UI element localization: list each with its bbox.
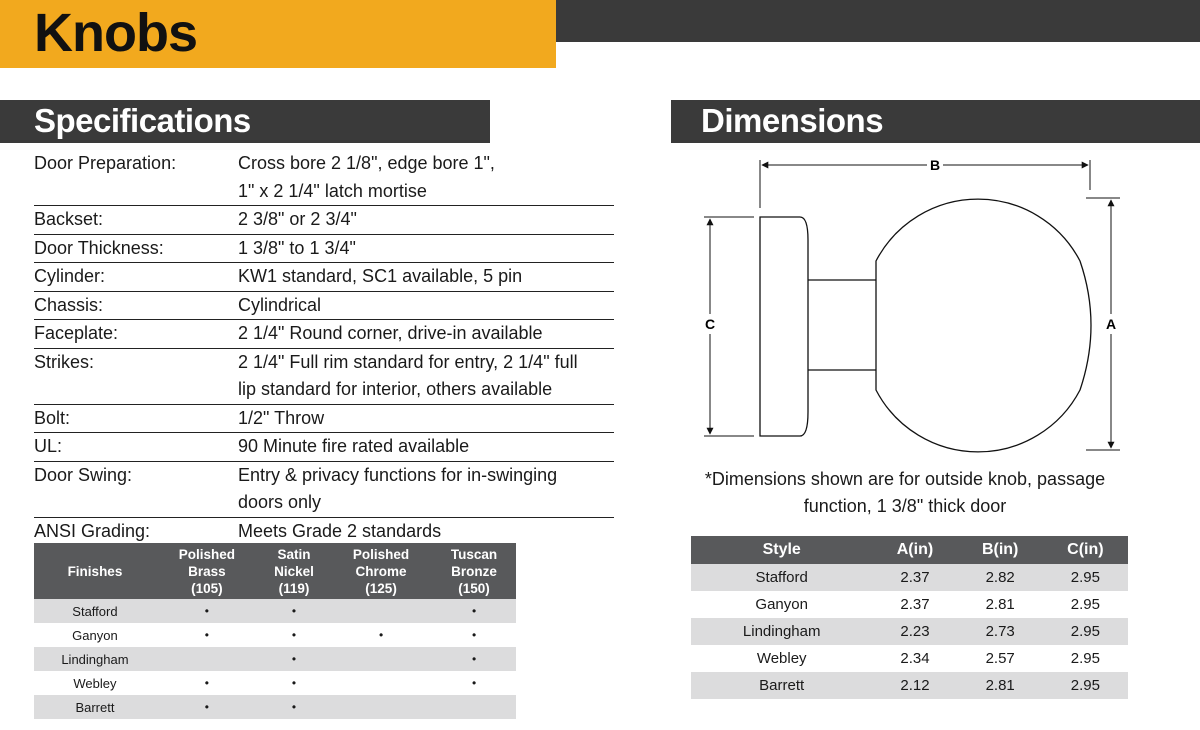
finish-column-header-line: (150) bbox=[458, 580, 490, 596]
spec-label: Door Swing: bbox=[34, 464, 133, 485]
finish-availability-dot: • bbox=[432, 599, 516, 623]
dimension-value: 2.95 bbox=[1043, 564, 1128, 591]
finish-availability-dot bbox=[432, 695, 516, 719]
dimension-value: 2.73 bbox=[958, 618, 1043, 645]
spec-row bbox=[34, 235, 614, 264]
table-row bbox=[34, 671, 516, 695]
top-accent-bar bbox=[556, 0, 1200, 42]
dimensions-note-line: function, 1 3/8" thick door bbox=[803, 496, 1007, 516]
spec-row bbox=[34, 349, 614, 405]
finish-availability-dot: • bbox=[204, 628, 209, 642]
spec-value bbox=[238, 320, 614, 348]
dimensions-column-header: A(in) bbox=[872, 536, 957, 564]
dimension-value: 2.81 bbox=[958, 672, 1043, 699]
finish-column-header-line: Nickel bbox=[274, 563, 314, 579]
finish-column-header-line: Polished bbox=[352, 546, 410, 562]
dimension-style-name: Webley bbox=[756, 650, 807, 667]
dimension-value: 2.23 bbox=[872, 618, 957, 645]
dimension-a-label: A bbox=[1105, 316, 1117, 332]
spec-value bbox=[238, 433, 614, 461]
finish-availability-dot: • bbox=[291, 676, 297, 690]
dimension-value: 2.57 bbox=[985, 650, 1015, 667]
finish-availability-dot: • bbox=[471, 676, 477, 690]
finishes-corner-header: Finishes bbox=[34, 543, 156, 599]
spec-label: Door Preparation: bbox=[34, 153, 177, 173]
finish-column-header bbox=[432, 543, 516, 599]
dimension-value: 2.95 bbox=[1070, 650, 1100, 667]
spec-value-line: Cylindrical bbox=[238, 294, 322, 315]
dimension-value: 2.37 bbox=[872, 564, 957, 591]
spec-row bbox=[34, 150, 614, 206]
spec-value-line: 1" x 2 1/4" latch mortise bbox=[238, 180, 427, 201]
spec-value-line: 2 1/4" Round corner, drive-in available bbox=[238, 323, 543, 343]
title-banner bbox=[0, 0, 556, 68]
spec-value bbox=[238, 405, 614, 433]
table-row bbox=[34, 623, 516, 647]
finish-availability-dot: • bbox=[156, 695, 258, 719]
spec-label: Chassis: bbox=[34, 294, 104, 315]
spec-label: UL: bbox=[34, 436, 63, 456]
dimensions-header bbox=[671, 100, 1200, 143]
specifications-title: Specifications bbox=[34, 102, 251, 139]
finish-column-header-line: (105) bbox=[191, 580, 223, 596]
dimension-value: 2.12 bbox=[872, 672, 957, 699]
finish-column-header bbox=[156, 543, 258, 599]
finish-availability-dot bbox=[330, 695, 432, 719]
finish-style-name: Stafford bbox=[34, 599, 156, 623]
spec-label: Bolt: bbox=[34, 407, 71, 428]
dimension-value: 2.82 bbox=[958, 564, 1043, 591]
spec-row bbox=[34, 206, 614, 235]
dimensions-column-header: Style bbox=[691, 536, 872, 564]
knob-shank-outline bbox=[808, 280, 876, 370]
spec-value bbox=[238, 206, 614, 234]
table-row bbox=[691, 618, 1128, 645]
spec-value bbox=[238, 349, 614, 404]
finish-availability-dot: • bbox=[156, 599, 258, 623]
dimension-value: 2.95 bbox=[1070, 596, 1100, 613]
finish-style-name: Webley bbox=[73, 675, 117, 691]
spec-row bbox=[34, 518, 614, 546]
knob-rose-outline bbox=[760, 217, 808, 436]
table-row bbox=[691, 564, 1128, 591]
spec-value bbox=[238, 292, 614, 320]
spec-value-line: 1 3/8" to 1 3/4" bbox=[238, 237, 356, 258]
finish-availability-dot: • bbox=[258, 599, 330, 623]
spec-value-line: 2 1/4" Full rim standard for entry, 2 1/4" full bbox=[238, 351, 578, 372]
finish-column-header-line: (125) bbox=[365, 580, 397, 596]
dimension-style-name: Ganyon bbox=[755, 596, 808, 613]
finish-style-name: Lindingham bbox=[34, 647, 156, 671]
table-row bbox=[34, 647, 516, 671]
spec-value-line: doors only bbox=[238, 492, 322, 512]
dimension-b-label: B bbox=[929, 157, 941, 173]
finish-availability-dot: • bbox=[204, 676, 209, 690]
finish-availability-dot bbox=[330, 599, 432, 623]
spec-value bbox=[238, 462, 614, 517]
spec-value-line: Entry & privacy functions for in-swinging bbox=[238, 464, 558, 485]
dimensions-column-header: C(in) bbox=[1043, 536, 1128, 564]
knob-ball-outline bbox=[876, 199, 1091, 452]
spec-value-line: Cross bore 2 1/8", edge bore 1", bbox=[238, 153, 495, 173]
spec-value-line: 1/2" Throw bbox=[238, 407, 325, 428]
dimension-value: 2.37 bbox=[900, 596, 930, 613]
finish-availability-dot: • bbox=[258, 695, 330, 719]
spec-label: Door Thickness: bbox=[34, 237, 164, 258]
specifications-header bbox=[0, 100, 490, 143]
page-title: Knobs bbox=[34, 3, 197, 63]
table-row bbox=[691, 645, 1128, 672]
finish-availability-dot: • bbox=[471, 628, 477, 642]
finish-column-header bbox=[258, 543, 330, 599]
finish-availability-dot bbox=[330, 647, 432, 671]
dimensions-column-header: B(in) bbox=[958, 536, 1043, 564]
dimension-value: 2.34 bbox=[900, 650, 930, 667]
spec-label: Faceplate: bbox=[34, 323, 119, 343]
table-row bbox=[34, 695, 516, 719]
spec-row bbox=[34, 292, 614, 321]
spec-label: Cylinder: bbox=[34, 266, 106, 286]
spec-label: ANSI Grading: bbox=[34, 520, 151, 541]
finishes-table bbox=[34, 543, 516, 719]
finish-availability-dot bbox=[330, 671, 432, 695]
spec-row bbox=[34, 433, 614, 462]
spec-value-line: lip standard for interior, others available bbox=[238, 379, 553, 399]
finish-column-header-line: (119) bbox=[278, 580, 310, 596]
spec-row bbox=[34, 405, 614, 434]
spec-row bbox=[34, 263, 614, 292]
table-row bbox=[691, 672, 1128, 699]
table-row bbox=[34, 599, 516, 623]
dimension-style-name: Stafford bbox=[691, 564, 872, 591]
dimension-value: 2.81 bbox=[985, 596, 1015, 613]
finish-availability-dot bbox=[156, 647, 258, 671]
finish-column-header bbox=[330, 543, 432, 599]
dimensions-header-row bbox=[691, 536, 1128, 564]
finish-column-header-line: Brass bbox=[188, 563, 226, 579]
finish-column-header-line: Tuscan bbox=[450, 546, 498, 562]
specifications-list bbox=[34, 150, 614, 545]
finish-availability-dot: • bbox=[258, 647, 330, 671]
spec-row bbox=[34, 320, 614, 349]
dimension-style-name: Barrett bbox=[691, 672, 872, 699]
knob-dimension-drawing bbox=[690, 150, 1130, 460]
spec-value bbox=[238, 235, 614, 263]
finish-column-header-line: Polished bbox=[178, 546, 236, 562]
spec-label: Strikes: bbox=[34, 351, 95, 372]
spec-value-line: Meets Grade 2 standards bbox=[238, 520, 442, 541]
spec-label: Backset: bbox=[34, 209, 104, 229]
finish-availability-dot: • bbox=[432, 647, 516, 671]
spec-value bbox=[238, 263, 614, 291]
dimension-style-name: Lindingham bbox=[691, 618, 872, 645]
finish-style-name: Ganyon bbox=[72, 627, 118, 643]
spec-row bbox=[34, 462, 614, 518]
finish-column-header-line: Bronze bbox=[451, 563, 497, 579]
dimensions-note bbox=[660, 466, 1150, 520]
dimensions-title: Dimensions bbox=[701, 102, 884, 139]
finish-availability-dot: • bbox=[291, 628, 297, 642]
finish-column-header-line: Satin bbox=[277, 546, 311, 562]
dimensions-note-line: *Dimensions shown are for outside knob, passage bbox=[704, 469, 1106, 489]
dimension-value: 2.95 bbox=[1043, 672, 1128, 699]
finish-style-name: Barrett bbox=[34, 695, 156, 719]
spec-value bbox=[238, 150, 614, 205]
finishes-header-row bbox=[34, 543, 516, 599]
spec-value-line: KW1 standard, SC1 available, 5 pin bbox=[238, 266, 523, 286]
dimensions-table bbox=[691, 536, 1128, 699]
dimension-value: 2.95 bbox=[1043, 618, 1128, 645]
table-row bbox=[691, 591, 1128, 618]
finish-column-header-line: Chrome bbox=[355, 563, 407, 579]
finish-availability-dot: • bbox=[378, 628, 384, 642]
spec-value bbox=[238, 518, 614, 546]
dimension-c-label: C bbox=[704, 316, 716, 332]
spec-value-line: 90 Minute fire rated available bbox=[238, 436, 470, 456]
spec-value-line: 2 3/8" or 2 3/4" bbox=[238, 209, 357, 229]
